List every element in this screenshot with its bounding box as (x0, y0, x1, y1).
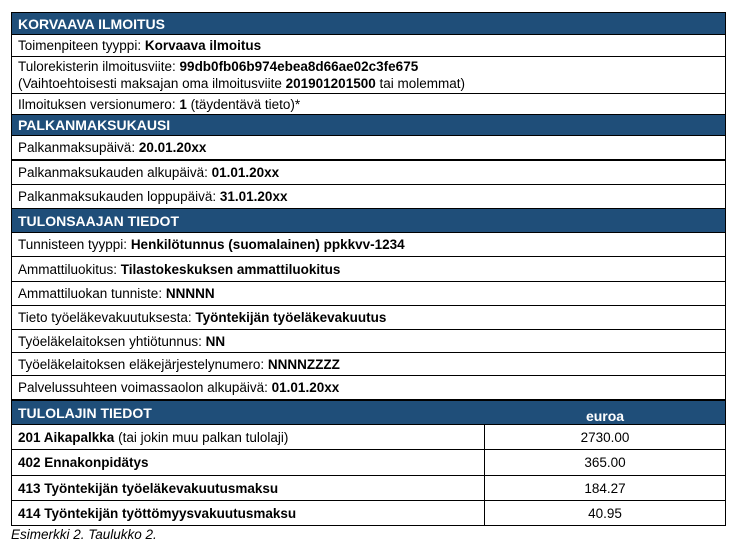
section-header-korvaava (12, 13, 725, 34)
section-header-palkanmaksukausi (12, 114, 725, 135)
row-loppupaiva (12, 184, 725, 208)
field-label: Palvelussuhteen voimassaolon alkupäivä: (18, 380, 272, 395)
table-row (12, 424, 725, 449)
unit-label: euroa (585, 407, 625, 424)
row-yhtiotunnus (12, 329, 725, 352)
field-value: NN (205, 333, 226, 349)
report-table (11, 12, 726, 526)
field-value: 31.01.20xx (219, 189, 288, 204)
section-title: KORVAAVA ILMOITUS (18, 15, 165, 32)
field-value: Korvaava ilmoitus (144, 38, 262, 53)
field-label: Tulorekisterin ilmoitusviite: (18, 59, 180, 74)
field-label: Palkanmaksukauden alkupäivä: (18, 165, 212, 180)
field-label: Toimenpiteen tyyppi: (18, 38, 145, 53)
row-versionumero (12, 93, 725, 114)
income-type: 413 Työntekijän työeläkevakuutusmaksu (18, 480, 279, 496)
row-tyoelakevakuutus (12, 305, 725, 329)
field-label: Ammattiluokan tunniste: (18, 286, 166, 301)
field-value: Henkilötunnus (suomalainen) ppkkvv-1234 (130, 237, 405, 252)
table-row (12, 449, 725, 475)
field-label: Ilmoituksen versionumero: (18, 96, 180, 112)
field-value: NNNNN (165, 286, 215, 301)
section-title: PALKANMAKSUKAUSI (18, 117, 171, 133)
field-label: Tieto työeläkevakuutuksesta: (18, 310, 196, 325)
row-ammattiluokitus (12, 256, 725, 281)
row-ilmoitusviite (12, 56, 725, 93)
amount: 184.27 (584, 480, 626, 496)
field-value: 201901201500 (285, 76, 376, 91)
income-type: 402 Ennakonpidätys (18, 455, 149, 470)
field-note: tai molemmat) (375, 76, 466, 91)
income-type: 414 Työntekijän työttömyysvakuutusmaksu (18, 505, 297, 521)
field-value: 01.01.20xx (211, 165, 280, 180)
field-value: 1 (179, 96, 187, 112)
table-row (12, 500, 725, 525)
field-value: 99db0fb06b974ebea8d66ae02c3fe675 (179, 59, 419, 74)
field-value: NNNNZZZZ (267, 356, 340, 372)
section-title: TULONSAAJAN TIEDOT (18, 212, 179, 229)
row-elakejarjestelynumero (12, 352, 725, 375)
row-palvelussuhde-alkupaiva (12, 375, 725, 399)
field-note: (Vaihtoehtoisesti maksajan oma ilmoitusviite (18, 76, 286, 91)
row-tunnisteen-tyyppi (12, 232, 725, 256)
field-label: Tunnisteen tyyppi: (18, 237, 131, 252)
field-value: Työntekijän työeläkevakuutus (195, 310, 387, 325)
field-label: Työeläkelaitoksen eläkejärjestelynumero: (18, 356, 268, 372)
amount: 365.00 (584, 455, 626, 470)
amount: 2730.00 (580, 429, 630, 445)
row-palkanmaksupaiva (12, 135, 725, 159)
table-row (12, 475, 725, 500)
field-label: Työeläkelaitoksen yhtiötunnus: (18, 333, 206, 349)
amount: 40.95 (588, 505, 622, 521)
table-caption: Esimerkki 2. Taulukko 2. (11, 527, 157, 542)
row-alkupaiva (12, 159, 725, 184)
field-label: Ammattiluokitus: (18, 261, 121, 277)
field-note: (täydentävä tieto)* (186, 96, 301, 112)
field-label: Palkanmaksupäivä: (18, 140, 139, 155)
field-value: Tilastokeskuksen ammattiluokitus (120, 261, 341, 277)
section-header-tulolajit (12, 399, 725, 424)
field-value: 20.01.20xx (138, 140, 207, 155)
field-label: Palkanmaksukauden loppupäivä: (18, 189, 220, 204)
section-header-tulonsaaja (12, 208, 725, 232)
section-title: TULOLAJIN TIEDOT (18, 404, 152, 421)
row-toimenpide (12, 34, 725, 56)
field-value: 01.01.20xx (271, 380, 340, 395)
income-note: (tai jokin muu palkan tulolaji) (114, 429, 289, 445)
row-ammattiluokan-tunniste (12, 281, 725, 305)
income-type: 201 Aikapalkka (18, 429, 115, 445)
